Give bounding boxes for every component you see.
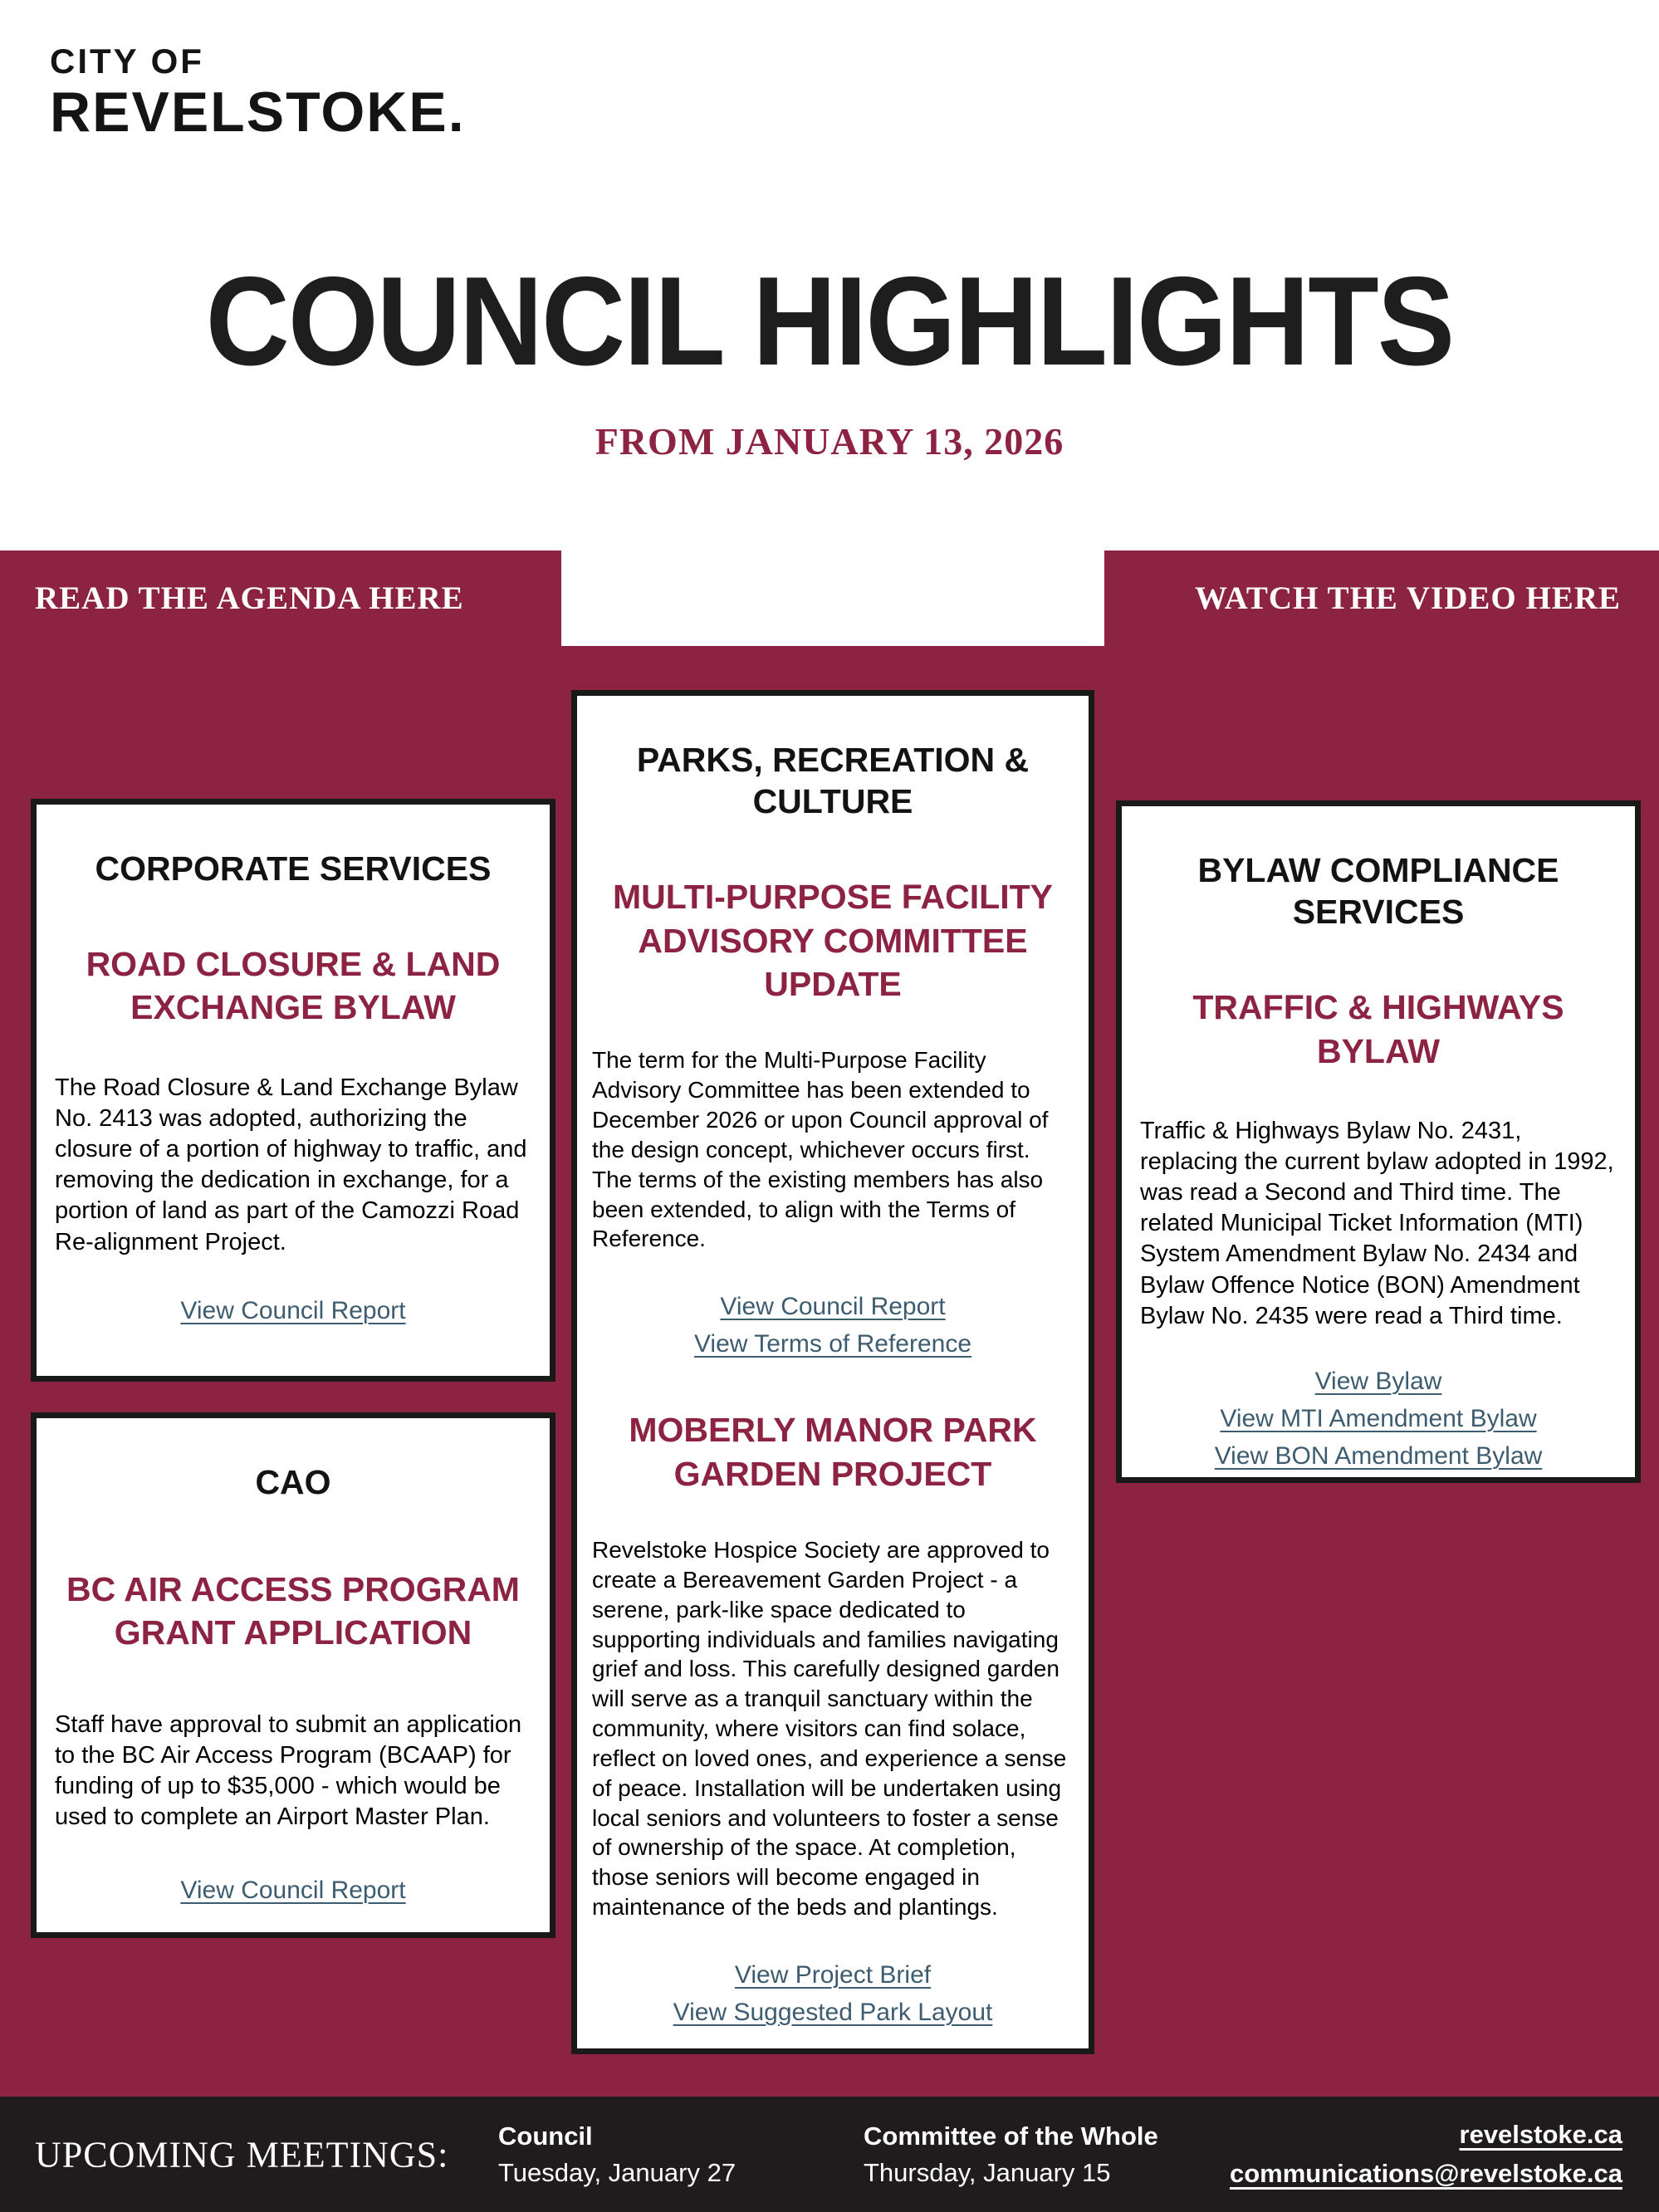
watch-video-link[interactable]: WATCH THE VIDEO HERE bbox=[1194, 580, 1621, 616]
logo-line-revelstoke: REVELSTOKE. bbox=[50, 81, 466, 144]
link-group bbox=[577, 1290, 1089, 1360]
view-council-report-link[interactable]: View Council Report bbox=[180, 1296, 406, 1324]
view-terms-of-reference-link[interactable]: View Terms of Reference bbox=[693, 1330, 972, 1358]
logo-line-city-of: CITY OF bbox=[50, 42, 204, 81]
topic-heading: TRAFFIC & HIGHWAYS BYLAW bbox=[1192, 988, 1564, 1070]
department-heading: CORPORATE SERVICES bbox=[95, 849, 492, 888]
topic-body: The term for the Multi-Purpose Facility Advisory Committee has been extended to December 2026 or upon Council approval of the design concept, whichever occurs first. The terms of the existing members has also been extended, to align with the Terms of Reference. bbox=[592, 1047, 1049, 1252]
view-council-report-link[interactable]: View Council Report bbox=[720, 1293, 946, 1321]
footer-links bbox=[1230, 2115, 1622, 2193]
meeting-council bbox=[498, 2118, 736, 2191]
revelstoke-website-link[interactable]: revelstoke.ca bbox=[1459, 2120, 1622, 2149]
topic-body: Revelstoke Hospice Society are approved to create a Bereavement Garden Project - a serene, park-like space dedicated to supporting individuals and families navigating grief and loss. This carefully designed garden will serve as a tranquil sanctuary within the community, where visitors can find solace, reflect on loved ones, and experience a sense of peace. Installation will be undertaken using local seniors and volunteers to foster a sense of ownership of the space. At completion, those seniors will become engaged in maintenance of the beds and plantings. bbox=[592, 1537, 1067, 1921]
view-mti-amendment-bylaw-link[interactable]: View MTI Amendment Bylaw bbox=[1220, 1404, 1537, 1432]
topic-body: The Road Closure & Land Exchange Bylaw No. 2413 was adopted, authorizing the closure of a portion of highway to traffic, and removing the dedication in exchange, for a portion of land as part of the Camozzi Road Re-alignment Project. bbox=[55, 1074, 527, 1255]
card-cao bbox=[31, 1412, 555, 1938]
department-heading: CAO bbox=[255, 1463, 331, 1501]
card-corporate-services bbox=[31, 799, 555, 1382]
topic-heading: MULTI-PURPOSE FACILITY ADVISORY COMMITTEE UPDATE bbox=[613, 878, 1053, 1003]
topic-body: Traffic & Highways Bylaw No. 2431, replacing the current bylaw adopted in 1992, was read a Second and Third time. The related Municipal Ticket Information (MTI) System Amendment Bylaw No. 2434 and Bylaw Offence Notice (BON) Amendment Bylaw No. 2435 were read a Third time. bbox=[1140, 1117, 1614, 1329]
meeting-committee-of-the-whole bbox=[864, 2118, 1158, 2191]
link-group bbox=[577, 1959, 1089, 2028]
meeting-date: Thursday, January 15 bbox=[864, 2158, 1111, 2187]
communications-email-link[interactable]: communications@revelstoke.ca bbox=[1229, 2159, 1622, 2188]
link-group bbox=[37, 1874, 550, 1906]
meeting-name: Committee of the Whole bbox=[864, 2121, 1158, 2151]
link-group bbox=[1122, 1365, 1635, 1472]
view-council-report-link[interactable]: View Council Report bbox=[180, 1877, 406, 1905]
topic-heading: MOBERLY MANOR PARK GARDEN PROJECT bbox=[629, 1411, 1037, 1493]
read-agenda-link[interactable]: READ THE AGENDA HERE bbox=[35, 580, 464, 616]
card-bylaw-compliance-services bbox=[1116, 800, 1641, 1483]
department-heading: BYLAW COMPLIANCE SERVICES bbox=[1197, 851, 1559, 932]
link-group bbox=[37, 1294, 550, 1327]
footer-bar bbox=[0, 2097, 1659, 2212]
department-heading: PARKS, RECREATION & CULTURE bbox=[636, 741, 1030, 821]
view-project-brief-link[interactable]: View Project Brief bbox=[734, 1960, 932, 1989]
city-of-revelstoke-logo bbox=[50, 43, 466, 144]
page-title: COUNCIL HIGHLIGHTS bbox=[205, 251, 1454, 392]
meeting-name: Council bbox=[498, 2121, 593, 2151]
meeting-date: Tuesday, January 27 bbox=[498, 2158, 737, 2187]
topic-heading: ROAD CLOSURE & LAND EXCHANGE BYLAW bbox=[86, 945, 501, 1027]
topic-heading: BC AIR ACCESS PROGRAM GRANT APPLICATION bbox=[66, 1570, 520, 1652]
view-bon-amendment-bylaw-link[interactable]: View BON Amendment Bylaw bbox=[1214, 1441, 1543, 1470]
page-subtitle: FROM JANUARY 13, 2026 bbox=[595, 420, 1064, 462]
view-bylaw-link[interactable]: View Bylaw bbox=[1314, 1367, 1442, 1395]
banner-center-gap bbox=[561, 551, 1104, 646]
view-suggested-park-layout-link[interactable]: View Suggested Park Layout bbox=[673, 1998, 993, 2026]
card-parks-recreation-culture bbox=[571, 690, 1094, 2054]
upcoming-meetings-label: UPCOMING MEETINGS: bbox=[35, 2134, 449, 2175]
topic-body: Staff have approval to submit an application to the BC Air Access Program (BCAAP) for funding of up to $35,000 - which would be used to complete an Airport Master Plan. bbox=[55, 1710, 522, 1831]
